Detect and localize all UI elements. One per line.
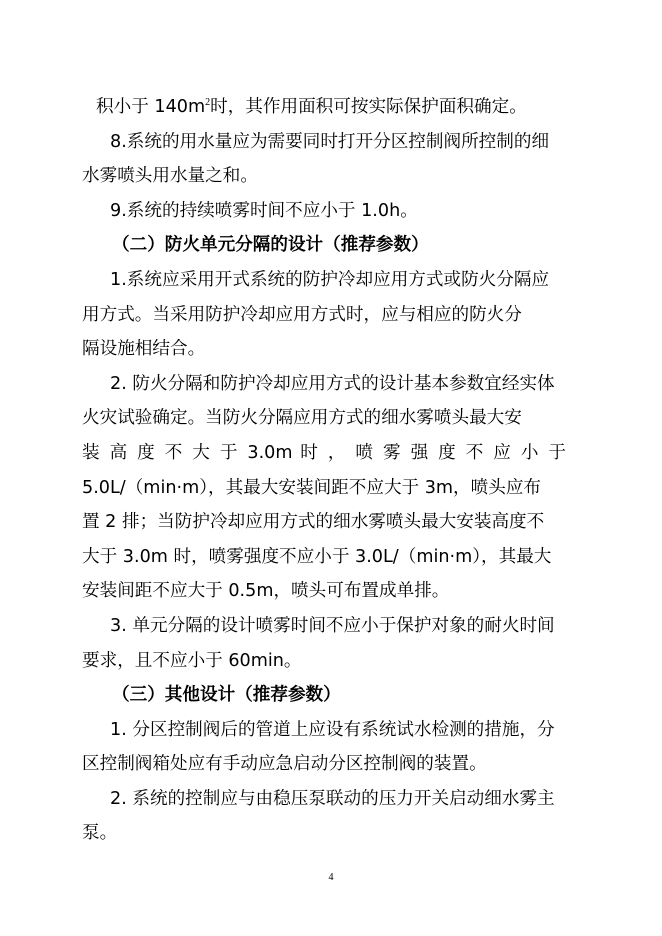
document-body (82, 90, 566, 851)
section-3-item-1-line-1: 1. 分区控制阀后的管道上应设有系统试水检测的措施，分 (110, 719, 555, 740)
section-2-item-2-line-4: 5.0L/（min·m），其最大安装间距不应大于 3m，喷头应布 (82, 477, 542, 498)
section-2-item-1-line-2: 用方式。当采用防护冷却应用方式时，应与相应的防火分 (82, 304, 522, 325)
section-2-item-2-line-7: 安装间距不应大于 0.5m，喷头可布置成单排。 (82, 581, 450, 602)
section-2-heading: （二）防火单元分隔的设计（推荐参数） (112, 235, 429, 256)
page-number: 4 (328, 872, 334, 883)
section-3-item-2 (82, 782, 566, 851)
paragraph-8 (82, 125, 566, 194)
section-2-item-1 (82, 263, 566, 367)
paragraph-8-line-2: 水雾喷头用水量之和。 (82, 166, 258, 187)
paragraph-9 (96, 194, 566, 229)
section-2-item-3 (82, 609, 566, 678)
section-3-heading: （三）其他设计（推荐参数） (112, 685, 341, 706)
section-2-item-3-line-2: 要求，且不应小于 60min。 (82, 650, 302, 671)
section-2-item-2 (82, 367, 566, 609)
section-2-item-2-line-6: 大于 3.0m 时，喷雾强度不应小于 3.0L/（min·m），其最大 (82, 546, 552, 567)
area-text-start: 积小于 140m (96, 97, 206, 117)
area-text-end: 时，其作用面积可按实际保护面积确定。 (210, 97, 527, 117)
section-2-item-2-line-5: 置 2 排；当防护冷却应用方式的细水雾喷头最大安装高度不 (82, 512, 545, 533)
section-3-item-1-line-2: 区控制阀箱处应有手动应急启动分区控制阀的装置。 (82, 754, 487, 775)
section-2-item-1-line-1: 1.系统应采用开式系统的防护冷却应用方式或防火分隔应 (110, 269, 550, 290)
section-2-item-2-line-2: 火灾试验确定。当防火分隔应用方式的细水雾喷头最大安 (82, 408, 522, 429)
section-2-item-2-line-1: 2. 防火分隔和防护冷却应用方式的设计基本参数宜经实体 (110, 373, 555, 394)
paragraph-8-line-1: 8.系统的用水量应为需要同时打开分区控制阀所控制的细 (110, 131, 550, 152)
paragraph-area (96, 90, 566, 125)
section-2-item-2-line-3: 装 高 度 不 大 于 3.0m 时 ， 喷 雾 强 度 不 应 小 于 (82, 442, 566, 463)
section-3-item-2-line-1: 2. 系统的控制应与由稳压泵联动的压力开关启动细水雾主 (110, 788, 555, 809)
section-2-item-1-line-3: 隔设施相结合。 (82, 339, 206, 360)
section-2-item-3-line-1: 3. 单元分隔的设计喷雾时间不应小于保护对象的耐火时间 (110, 615, 555, 636)
section-3-item-2-line-2: 泵。 (82, 823, 118, 844)
area-superscript: 2 (205, 97, 211, 109)
paragraph-9-line-1: 9.系统的持续喷雾时间不应小于 1.0h。 (110, 200, 418, 221)
section-3-item-1 (82, 713, 566, 782)
